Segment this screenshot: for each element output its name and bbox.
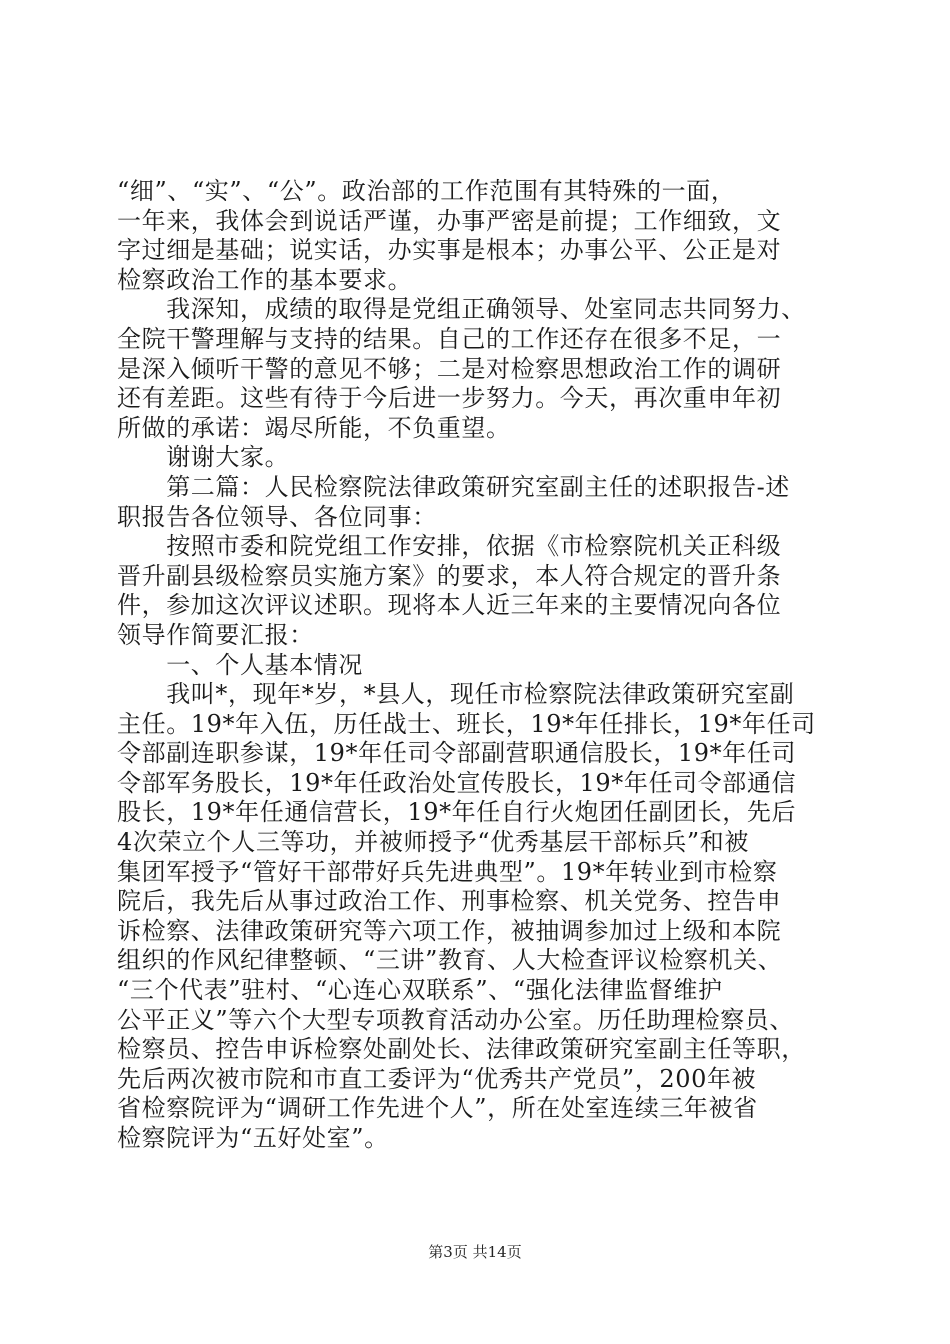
text-line: 集团军授予“管好干部带好兵先进典型”。19*年转业到市检察 xyxy=(117,857,778,886)
text-line: 谢谢大家。 xyxy=(117,443,290,472)
text-line: 令部军务股长，19*年任政治处宣传股长，19*年任司令部通信 xyxy=(117,768,797,797)
text-line: 职报告各位领导、各位同事： xyxy=(117,502,437,531)
text-line: 是深入倾听干警的意见不够；二是对检察思想政治工作的调研 xyxy=(117,354,782,383)
text-line: 先后两次被市院和市直工委评为“优秀共产党员”，200年被 xyxy=(117,1064,757,1093)
text-line: 省检察院评为“调研工作先进个人”，所在处室连续三年被省 xyxy=(117,1094,758,1123)
text-line: 4次荣立个人三等功，并被师授予“优秀基层干部标兵”和被 xyxy=(117,828,750,857)
text-line: 股长，19*年任通信营长，19*年任自行火炮团任副团长，先后 xyxy=(117,798,797,827)
text-line: 还有差距。这些有待于今后进一步努力。今天，再次重申年初 xyxy=(117,384,782,413)
text-line: 令部副连职参谋，19*年任司令部副营职通信股长，19*年任司 xyxy=(117,739,797,768)
text-line: 件，参加这次评议述职。现将本人近三年来的主要情况向各位 xyxy=(117,591,782,620)
text-line: 我叫*，现年*岁，*县人，现任市检察院法律政策研究室副 xyxy=(117,680,795,709)
page-number-footer: 第3页 共14页 xyxy=(428,1243,522,1261)
text-line: 我深知，成绩的取得是党组正确领导、处室同志共同努力、 xyxy=(117,295,806,324)
text-line: 院后，我先后从事过政治工作、刑事检察、机关党务、控告申 xyxy=(117,887,782,916)
text-line: 领导作简要汇报： xyxy=(117,620,314,649)
text-line: 所做的承诺：竭尽所能，不负重望。 xyxy=(117,413,511,442)
text-line: 检察院评为“五好处室”。 xyxy=(117,1124,389,1152)
text-line: 检察员、控告申诉检察处副处长、法律政策研究室副主任等职， xyxy=(117,1035,806,1064)
text-line: 主任。19*年入伍，历任战士、班长，19*年任排长，19*年任司 xyxy=(117,709,816,738)
text-line: 按照市委和院党组工作安排，依据《市检察院机关正科级 xyxy=(117,532,782,561)
text-line: 晋升副县级检察员实施方案》的要求，本人符合规定的晋升条 xyxy=(117,561,782,590)
document-body xyxy=(117,177,833,1154)
text-line: 第二篇：人民检察院法律政策研究室副主任的述职报告-述 xyxy=(117,472,790,501)
text-line: “三个代表”驻村、“心连心双联系”、“强化法律监督维护 xyxy=(117,976,723,1005)
text-line: 字过细是基础；说实话，办实事是根本；办事公平、公正是对 xyxy=(117,236,782,265)
text-line: 检察政治工作的基本要求。 xyxy=(117,265,413,294)
text-line: 一年来，我体会到说话严谨，办事严密是前提；工作细致，文 xyxy=(117,206,782,235)
text-line: 组织的作风纪律整顿、“三讲”教育、人大检查评议检察机关、 xyxy=(117,946,783,975)
text-line: 诉检察、法律政策研究等六项工作，被抽调参加过上级和本院 xyxy=(117,916,782,945)
section-heading: 一、个人基本情况 xyxy=(117,650,363,679)
text-line: 公平正义”等六个大型专项教育活动办公室。历任助理检察员、 xyxy=(117,1005,795,1034)
text-line: 全院干警理解与支持的结果。自己的工作还存在很多不足，一 xyxy=(117,324,782,353)
text-line: “细”、“实”、“公”。政治部的工作范围有其特殊的一面， xyxy=(117,177,736,205)
